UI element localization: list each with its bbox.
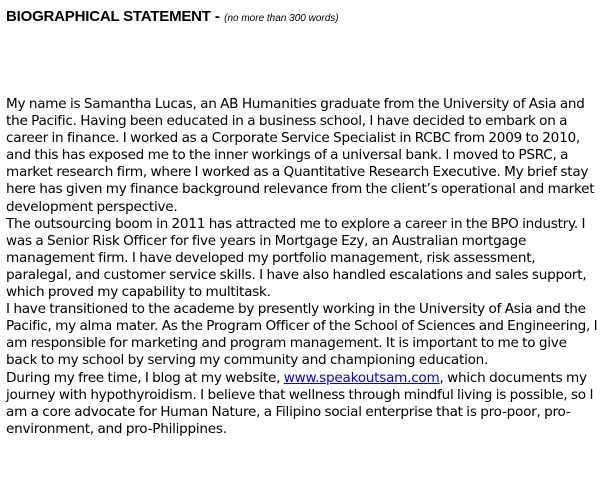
- paragraph-career-bpo: The outsourcing boom in 2011 has attracted me to explore a career in the BPO industry. I was a Senior Risk Officer for five years in Mortgage Ezy, an Australian mortgage management firm. I have developed my portfolio management, risk assessment, paralegal, and customer service skills. I have also handled escalations and sales support, which proved my capability to multitask.: [6, 215, 587, 301]
- paragraph-personal-rest: , which documents my journey with hypothyroidism. I believe that wellness through mindful living is possible, so I am a core advocate for Human Nature, a Filipino social enterprise that is pro-poor, pro-environment, and pro-Philippines.: [6, 369, 594, 437]
- heading-title: BIOGRAPHICAL STATEMENT: [6, 8, 211, 25]
- heading-dash: -: [210, 8, 225, 25]
- word-limit-note: (no more than 300 words): [224, 13, 339, 24]
- biographical-statement: [6, 96, 598, 438]
- paragraph-career-finance: My name is Samantha Lucas, an AB Humanities graduate from the University of Asia and the Pacific. Having been educated in a business school, I have decided to embark on a career in finance. I worked as a Corporate Service Specialist in RCBC from 2009 to 2010, and this has exposed me to the inner workings of a universal bank. I moved to PSRC, a market research firm, where I worked as a Quantitative Research Executive. My brief stay here has given my finance background relevance from the client’s operational and market development perspective.: [6, 96, 595, 215]
- paragraph-career-academe: I have transitioned to the academe by presently working in the University of Asia and the Pacific, my alma mater. As the Program Officer of the School of Sciences and Engineering, I am responsible for marketing and program management. It is important to me to give back to my school by serving my community and championing education.: [6, 301, 598, 369]
- section-heading: [6, 6, 339, 25]
- paragraph-personal: [6, 370, 598, 438]
- website-link[interactable]: www.speakoutsam.com: [283, 369, 440, 386]
- paragraph-personal-intro: During my free time, I blog at my website,: [6, 369, 284, 386]
